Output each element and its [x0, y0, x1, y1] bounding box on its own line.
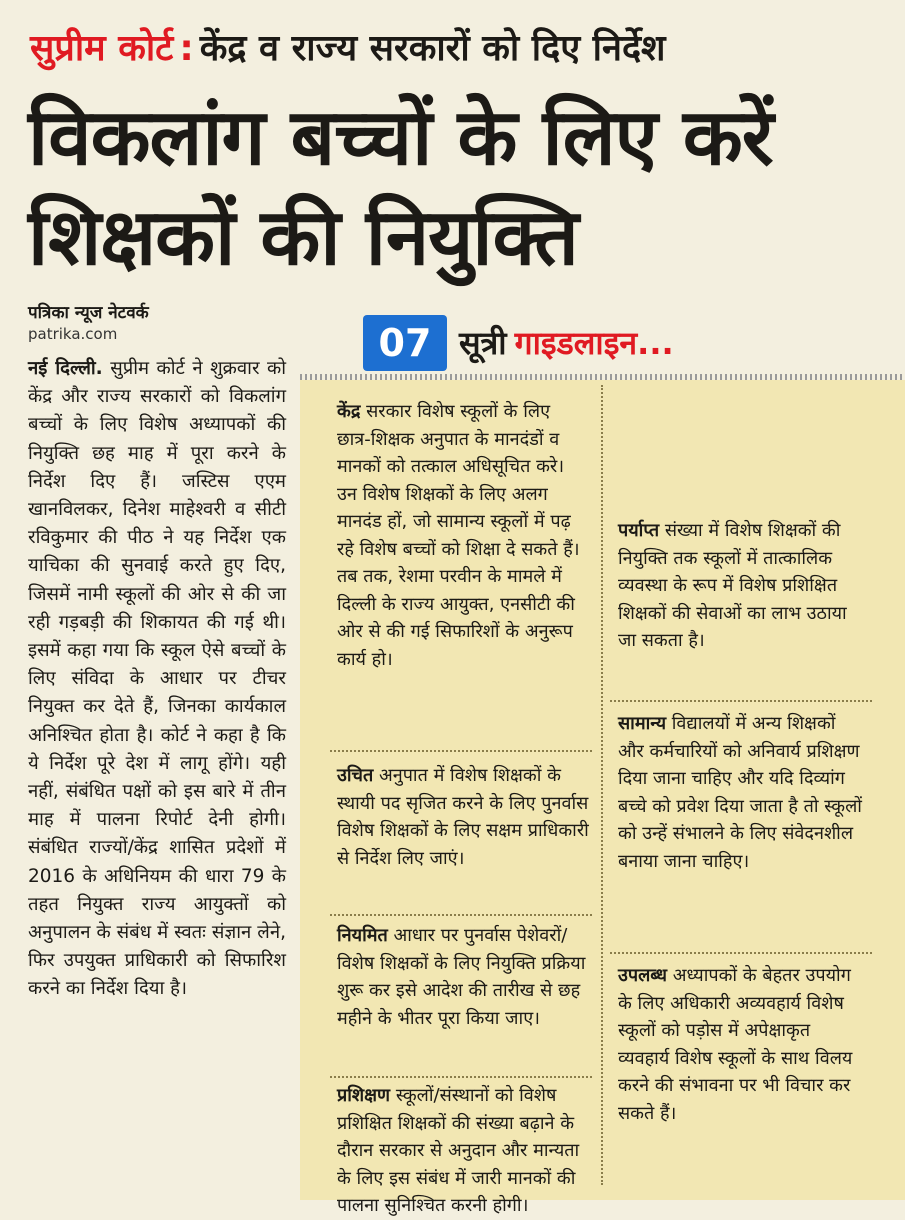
guideline-title-b: गाइडलाइन... — [514, 324, 674, 362]
guideline-lead: नियमित — [337, 925, 388, 946]
guideline-separator — [610, 952, 872, 954]
headline — [28, 88, 888, 288]
guideline-item-5 — [618, 517, 866, 655]
guideline-text: विद्यालयों में अन्य शिक्षकों और कर्मचारियों को अनिवार्य प्रशिक्षण दिया जाना चाहिए और यदि दिव्यांग बच्चे को प्रवेश दिया जाता है तो स्कूलों को उन्हें संभालने के लिए संवेदनशील बनाया जाना चाहिए। — [618, 713, 862, 872]
guideline-text: संख्या में विशेष शिक्षकों की नियुक्ति तक स्कूलों में तात्कालिक व्यवस्था के रूप में विशेष प्रशिक्षित शिक्षकों की सेवाओं का लाभ उठाया जा सकता है। — [618, 520, 847, 651]
guideline-separator — [330, 914, 592, 916]
guideline-lead: सामान्य — [618, 713, 667, 734]
guideline-lead: केंद्र — [337, 401, 361, 422]
article-text: सुप्रीम कोर्ट ने शुक्रवार को केंद्र और राज्य सरकारों को विकलांग बच्चों के लिए विशेष अध्यापकों की नियुक्ति छह माह में पूरा करने के निर्देश दिए हैं। जस्टिस एएम खानविलकर, दिनेश माहेश्वरी व सीटी रविकुमार की पीठ ने यह निर्देश एक याचिका की सुनवाई करते हुए दिए, जिसमें नामी स्कूलों की ओर से की जा रही गड़बड़ी की शिकायत की गई थी। इसमें कहा गया कि स्कूल ऐसे बच्चों के लिए संविदा के आधार पर टीचर नियुक्त कर देते हैं, जिनका कार्यकाल अनिश्चित होता है। कोर्ट ने कहा है कि ये निर्देश पूरे देश में लागू होंगे। यही नहीं, संबंधित पक्षों को इस बारे में तीन माह में पालना रिपोर्ट देनी होगी। संबंधित राज्यों/केंद्र शासित प्रदेशों में 2016 के अधिनियम की धारा 79 के तहत नियुक्त राज्य आयुक्तों को अनुपालन के संबंध में स्वतः संज्ञान लेने, फिर उपयुक्त प्राधिकारी को सिफारिश करने का निर्देश दिया है। — [28, 358, 287, 1000]
guideline-lead: उपलब्ध — [618, 965, 668, 986]
guideline-header — [355, 315, 775, 375]
kicker — [30, 22, 890, 80]
website: patrika.com — [28, 325, 118, 343]
kicker-label: सुप्रीम कोर्ट — [30, 28, 174, 69]
guideline-separator — [610, 700, 872, 702]
guideline-item-4 — [337, 1082, 589, 1216]
guideline-item-3 — [337, 922, 589, 1032]
guideline-item-2 — [337, 762, 589, 872]
article-body — [28, 355, 286, 1185]
guideline-lead: पर्याप्त — [618, 520, 660, 541]
column-divider — [601, 385, 603, 1185]
guideline-lead: प्रशिक्षण — [337, 1085, 391, 1106]
kicker-text: केंद्र व राज्य सरकारों को दिए निर्देश — [199, 28, 666, 69]
guideline-item-6 — [618, 710, 866, 875]
guideline-title-a: सूत्री — [459, 324, 507, 362]
dateline: नई दिल्ली. — [28, 358, 103, 379]
guideline-count-badge: 07 — [363, 315, 447, 371]
guideline-title — [459, 321, 674, 364]
guideline-item-7 — [618, 962, 866, 1127]
guideline-separator — [330, 1076, 592, 1078]
guideline-text: अध्यापकों के बेहतर उपयोग के लिए अधिकारी अव्यवहार्य विशेष स्कूलों को पड़ोस में अपेक्षाकृत व्यवहार्य विशेष स्कूलों के साथ विलय करने की संभावना पर भी विचार कर सकते हैं। — [618, 965, 853, 1124]
headline-line-2: शिक्षकों की नियुक्ति — [28, 193, 578, 283]
guideline-lead: उचित — [337, 765, 374, 786]
guideline-text: अनुपात में विशेष शिक्षकों के स्थायी पद सृजित करने के लिए पुनर्वास विशेष शिक्षकों के लिए सक्षम प्राधिकारी से निर्देश लिए जाएं। — [337, 765, 589, 869]
guideline-text: सरकार विशेष स्कूलों के लिए छात्र-शिक्षक अनुपात के मानदंडों व मानकों को तत्काल अधिसूचित करे। उन विशेष शिक्षकों के लिए अलग मानदंड हों, जो सामान्य स्कूलों में पढ़ रहे विशेष बच्चों को शिक्षा दे सकते हैं। तब तक, रेशमा परवीन के मामले में दिल्ली के राज्य आयुक्त, एनसीटी की ओर से की गई सिफारिशों के अनुरूप कार्य हो। — [337, 401, 580, 670]
kicker-separator: : — [179, 28, 194, 69]
guideline-separator — [330, 750, 592, 752]
guideline-text: आधार पर पुनर्वास पेशेवरों/विशेष शिक्षकों के लिए नियुक्ति प्रक्रिया शुरू कर इसे आदेश की तारीख से छह महीने के भीतर पूरा किया जाए। — [337, 925, 586, 1029]
headline-line-1: विकलांग बच्चों के लिए करें — [28, 93, 773, 183]
byline: पत्रिका न्यूज नेटवर्क — [28, 303, 149, 323]
guideline-text: स्कूलों/संस्थानों को विशेष प्रशिक्षित शिक्षकों की संख्या बढ़ाने के दौरान सरकार से अनुदान और मान्यता के लिए इस संबंध में जारी मानकों की पालना सुनिश्चित करनी होगी। — [337, 1085, 580, 1216]
guideline-item-1 — [337, 398, 589, 673]
